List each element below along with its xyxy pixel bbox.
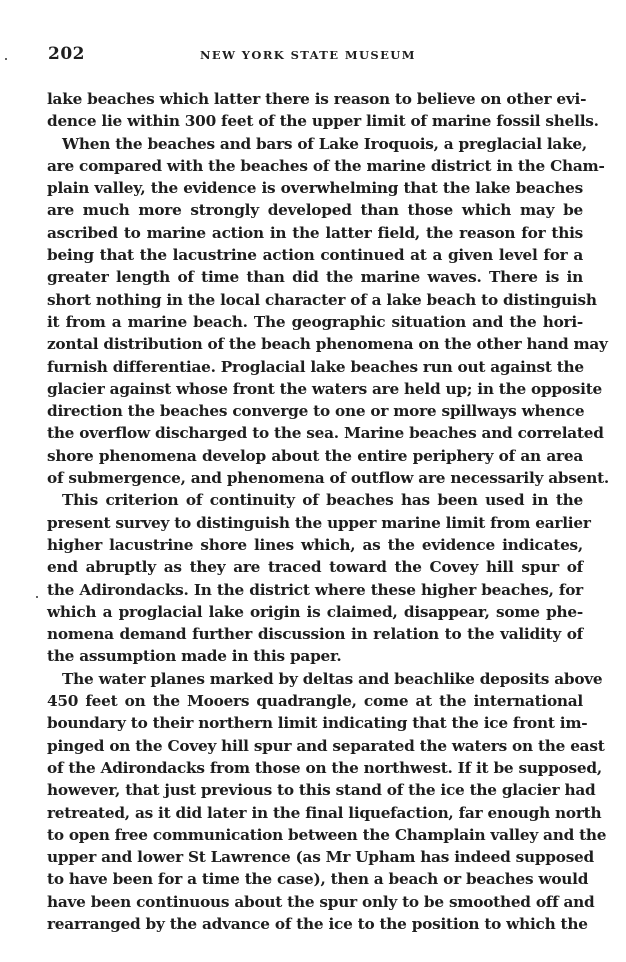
text-line: have been continuous about the spur only to be smoothed off and (47, 892, 595, 911)
text-line: furnish differentiae. Proglacial lake beaches run out against the (47, 357, 584, 376)
body-text (47, 88, 609, 935)
text-line: upper and lower St Lawrence (as Mr Upham has indeed supposed (47, 848, 594, 867)
text-line: plain valley, the evidence is overwhelming that the lake beaches (47, 179, 583, 198)
margin-speck (5, 58, 7, 60)
margin-speck (36, 596, 38, 598)
page-header (48, 44, 584, 70)
text-line: are much more strongly developed than those which may be (47, 201, 583, 220)
text-line: the assumption made in this paper. (47, 647, 342, 666)
text-line: greater length of time than did the marine waves. There is in (47, 268, 583, 287)
page-number: 202 (48, 44, 85, 64)
text-line: boundary to their northern limit indicating that the ice front im- (47, 714, 588, 733)
text-line: glacier against whose front the waters are held up; in the opposite (47, 379, 603, 398)
text-line: higher lacustrine shore lines which, as the evidence indicates, (47, 535, 583, 554)
text-line: nomena demand further discussion in relation to the validity of (47, 625, 583, 644)
text-line: it from a marine beach. The geographic situation and the hori- (47, 312, 583, 331)
text-line: present survey to distinguish the upper marine limit from earlier (47, 513, 591, 532)
text-line: rearranged by the advance of the ice to the position to which the (47, 914, 588, 933)
text-line: The water planes marked by deltas and beachlike deposits above (62, 669, 603, 688)
text-line: dence lie within 300 feet of the upper limit of marine fossil shells. (47, 112, 599, 131)
text-line: are compared with the beaches of the marine district in the Cham- (47, 156, 605, 175)
text-line: of submergence, and phenomena of outflow are necessarily absent. (47, 469, 609, 488)
text-line: pinged on the Covey hill spur and separated the waters on the east (47, 736, 605, 755)
text-line: to have been for a time the case), then a beach or beaches would (47, 870, 589, 889)
text-line: short nothing in the local character of a lake beach to distinguish (47, 290, 597, 309)
text-line: to open free communication between the Champlain valley and the (47, 825, 607, 844)
text-line: which a proglacial lake origin is claimed, disappear, some phe- (47, 602, 583, 621)
text-line: zontal distribution of the beach phenomena on the other hand may (47, 335, 608, 354)
text-line: of the Adirondacks from those on the northwest. If it be supposed, (47, 758, 602, 777)
text-line: retreated, as it did later in the final liquefaction, far enough north (47, 803, 602, 822)
text-line: 450 feet on the Mooers quadrangle, come at the international (47, 692, 583, 711)
text-line: shore phenomena develop about the entire periphery of an area (47, 446, 583, 465)
text-line: the Adirondacks. In the district where these higher beaches, for (47, 580, 583, 599)
text-line: however, that just previous to this stand of the ice the glacier had (47, 781, 596, 800)
text-line: end abruptly as they are traced toward the Covey hill spur of (47, 558, 583, 577)
running-head: NEW YORK STATE MUSEUM (200, 48, 416, 62)
text-line: When the beaches and bars of Lake Iroquois, a preglacial lake, (62, 134, 587, 153)
text-line: ascribed to marine action in the latter field, the reason for this (47, 223, 583, 242)
text-line: the overflow discharged to the sea. Marine beaches and correlated (47, 424, 604, 443)
text-line: lake beaches which latter there is reason to believe on other evi- (47, 90, 587, 108)
text-line: direction the beaches converge to one or more spillways whence (47, 402, 585, 421)
text-line: being that the lacustrine action continued at a given level for a (47, 246, 583, 265)
text-line: This criterion of continuity of beaches has been used in the (62, 491, 583, 510)
